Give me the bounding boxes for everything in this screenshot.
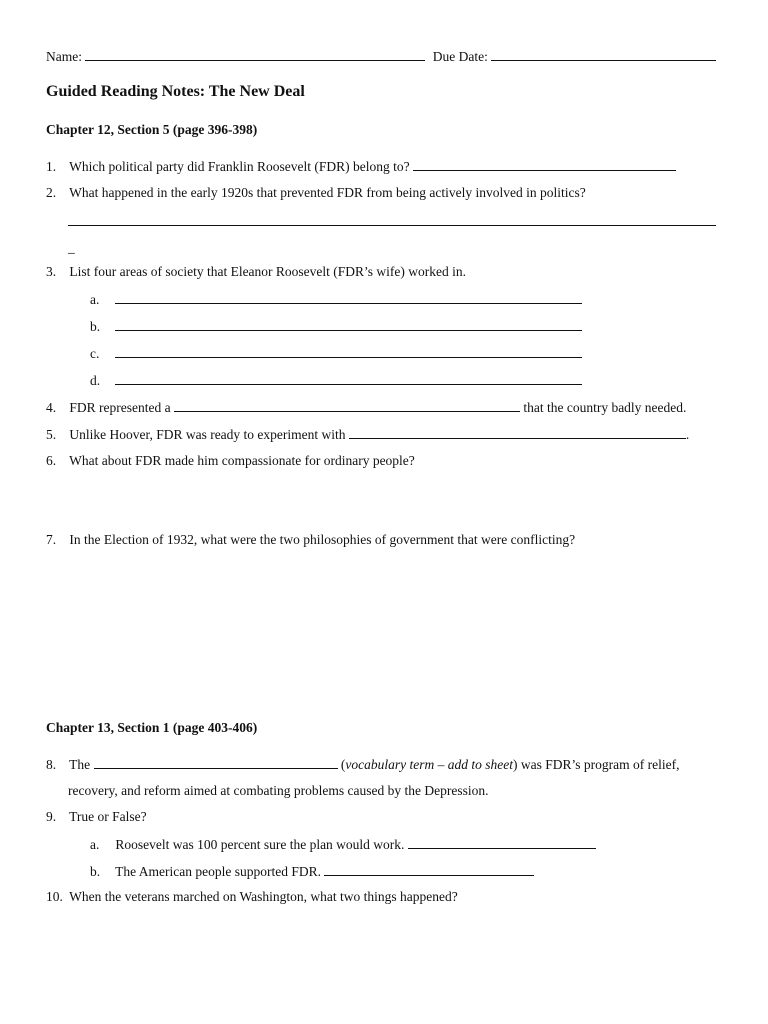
question-number: 5. bbox=[46, 427, 57, 442]
question-text: What about FDR made him compassionate for ordinary people? bbox=[69, 453, 415, 468]
question-number: 10. bbox=[46, 889, 63, 904]
question-number: 4. bbox=[46, 400, 57, 415]
section-heading-2: Chapter 13, Section 1 (page 403-406) bbox=[46, 720, 258, 735]
item-label: a. bbox=[90, 837, 100, 852]
question-text-end: that the country badly needed. bbox=[523, 400, 687, 415]
question-number: 6. bbox=[46, 453, 57, 468]
list-item-c bbox=[90, 345, 582, 362]
question-2 bbox=[46, 185, 586, 201]
answer-blank-3a[interactable] bbox=[115, 291, 582, 304]
item-label: b. bbox=[90, 864, 101, 879]
section-heading-1: Chapter 12, Section 5 (page 396-398) bbox=[46, 122, 258, 137]
question-6 bbox=[46, 453, 415, 469]
list-item-d bbox=[90, 372, 582, 389]
answer-blank-2[interactable] bbox=[68, 213, 716, 226]
answer-blank-4[interactable] bbox=[174, 399, 520, 412]
question-8-line-2: recovery, and reform aimed at combating problems caused by the Depression. bbox=[68, 783, 489, 798]
question-text: In the Election of 1932, what were the two philosophies of government that were conflicting? bbox=[69, 532, 576, 547]
question-text: Which political party did Franklin Roosevelt (FDR) belong to? bbox=[69, 159, 410, 174]
name-field[interactable] bbox=[85, 48, 425, 61]
list-item-a bbox=[90, 291, 582, 308]
answer-blank-3c[interactable] bbox=[115, 345, 582, 358]
question-text: When the veterans marched on Washington, what two things happened? bbox=[69, 889, 458, 904]
answer-blank-5[interactable] bbox=[349, 426, 686, 439]
vocab-note: vocabulary term – add to sheet bbox=[345, 757, 513, 772]
question-number: 7. bbox=[46, 532, 57, 547]
page-title: Guided Reading Notes: The New Deal bbox=[46, 83, 305, 100]
question-number: 3. bbox=[46, 264, 57, 279]
question-8 bbox=[46, 756, 679, 773]
item-label: b. bbox=[90, 319, 101, 334]
answer-blank-3b[interactable] bbox=[115, 318, 582, 331]
item-text: The American people supported FDR. bbox=[115, 864, 321, 879]
due-date-field[interactable] bbox=[491, 48, 716, 61]
item-text: Roosevelt was 100 percent sure the plan would work. bbox=[115, 837, 405, 852]
paren-open: ( bbox=[340, 757, 346, 772]
question-5 bbox=[46, 426, 689, 443]
answer-line-2[interactable] bbox=[68, 213, 716, 230]
question-4 bbox=[46, 399, 686, 416]
question-3 bbox=[46, 264, 466, 280]
question-text: True or False? bbox=[69, 809, 147, 824]
question-text: What happened in the early 1920s that prevented FDR from being actively involved in politics? bbox=[69, 185, 586, 200]
answer-blank-3d[interactable] bbox=[115, 372, 582, 385]
question-10 bbox=[46, 889, 458, 905]
item-label: d. bbox=[90, 373, 101, 388]
question-text-rest: ) was FDR’s program of relief, bbox=[512, 757, 680, 772]
answer-blank-9a[interactable] bbox=[408, 836, 596, 849]
name-row bbox=[46, 48, 716, 65]
question-1 bbox=[46, 158, 676, 175]
due-date-label: Due Date: bbox=[432, 49, 488, 64]
question-number: 2. bbox=[46, 185, 57, 200]
answer-blank-8[interactable] bbox=[94, 756, 338, 769]
name-label: Name: bbox=[46, 49, 82, 64]
list-item-b bbox=[90, 318, 582, 335]
question-text: The bbox=[69, 757, 91, 772]
question-7 bbox=[46, 532, 575, 548]
question-number: 1. bbox=[46, 159, 57, 174]
answer-blank-9b[interactable] bbox=[324, 863, 534, 876]
stray-underscore: _ bbox=[68, 240, 75, 255]
item-label: c. bbox=[90, 346, 100, 361]
question-text: Unlike Hoover, FDR was ready to experiment with bbox=[69, 427, 346, 442]
question-number: 9. bbox=[46, 809, 57, 824]
question-9a bbox=[90, 836, 596, 853]
question-text: List four areas of society that Eleanor Roosevelt (FDR’s wife) worked in. bbox=[69, 264, 467, 279]
question-9 bbox=[46, 809, 147, 825]
question-text: FDR represented a bbox=[69, 400, 171, 415]
question-9b bbox=[90, 863, 534, 880]
question-number: 8. bbox=[46, 757, 57, 772]
question-period: . bbox=[685, 427, 690, 442]
item-label: a. bbox=[90, 292, 100, 307]
answer-blank-1[interactable] bbox=[413, 158, 676, 171]
